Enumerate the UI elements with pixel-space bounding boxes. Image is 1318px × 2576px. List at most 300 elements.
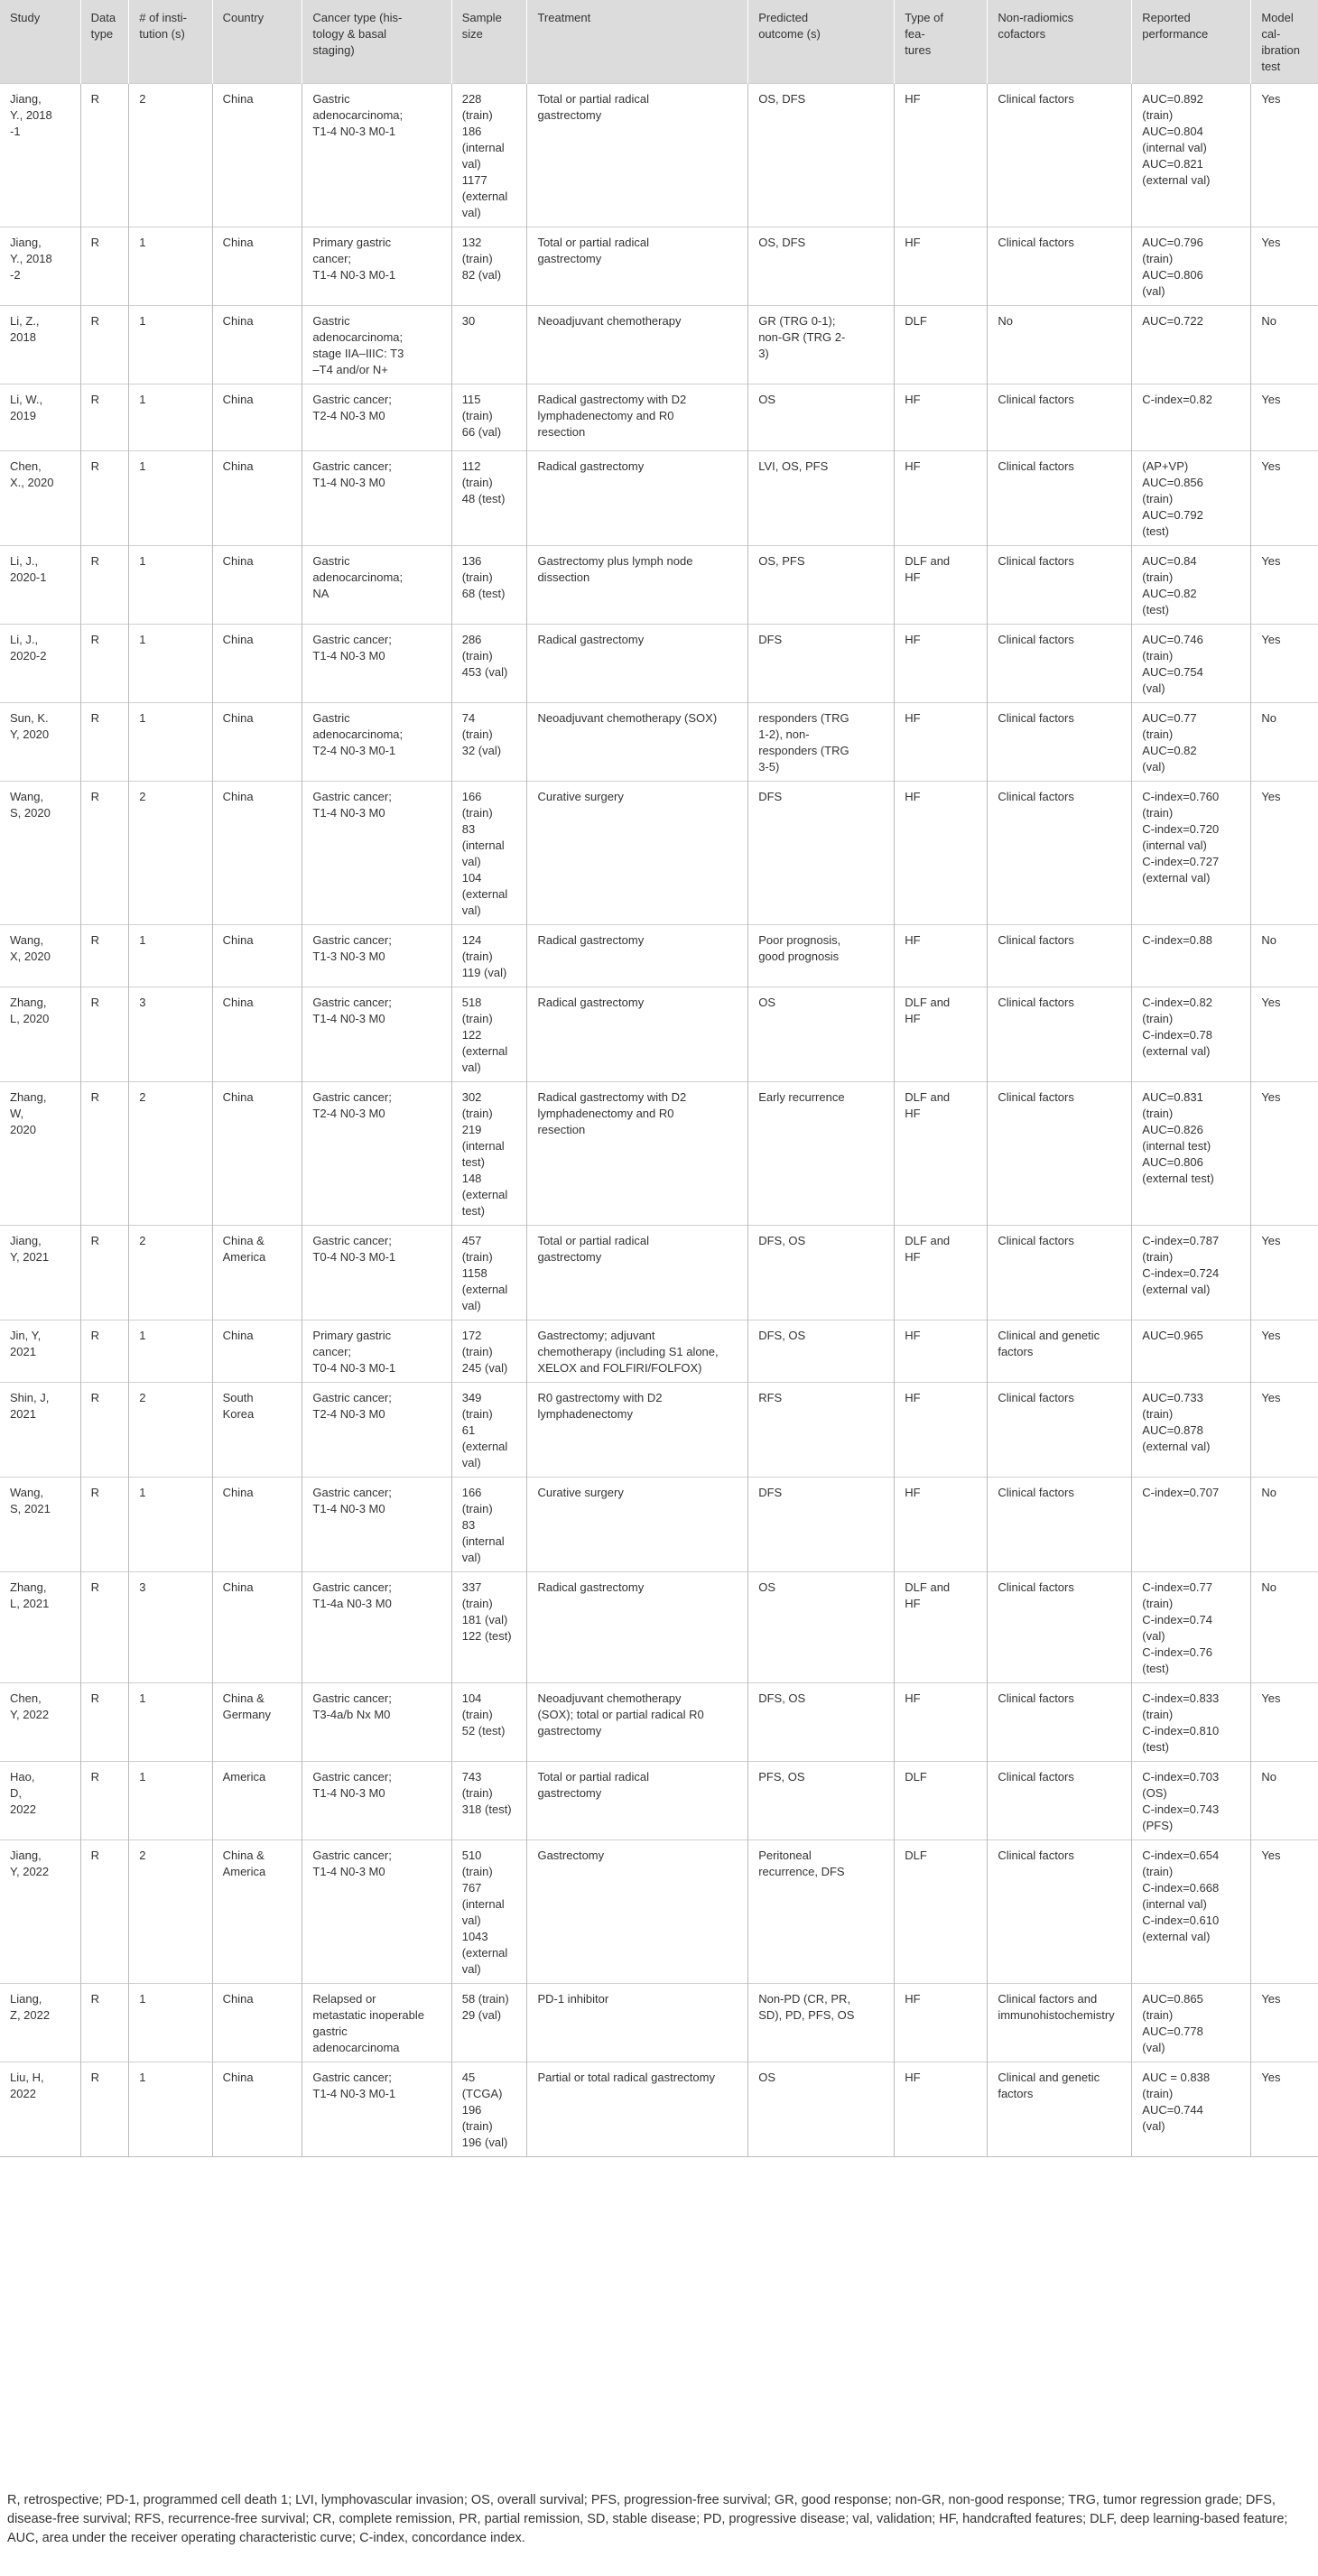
cell-cofactors: Clinical factors	[988, 1226, 1132, 1320]
cell-predicted-outcome: GR (TRG 0-1); non-GR (TRG 2- 3)	[748, 306, 895, 385]
cell-country: China & America	[212, 1226, 302, 1320]
cell-treatment: Radical gastrectomy	[527, 987, 748, 1082]
cell-data-type: R	[80, 546, 129, 625]
cell-data-type: R	[80, 1840, 129, 1984]
cell-institutions: 1	[129, 451, 212, 546]
cell-feature-type: HF	[895, 227, 988, 306]
cell-data-type: R	[80, 625, 129, 703]
cell-cancer-type: Gastric cancer; T1-4 N0-3 M0	[302, 1478, 451, 1572]
cell-calibration: Yes	[1251, 385, 1318, 451]
cell-sample-size: 228 (train) 186 (internal val) 1177 (external val)	[451, 84, 527, 227]
cell-cancer-type: Gastric cancer; T1-4 N0-3 M0	[302, 1840, 451, 1984]
cell-institutions: 1	[129, 1320, 212, 1383]
cell-feature-type: HF	[895, 84, 988, 227]
cell-treatment: Radical gastrectomy with D2 lymphadenectomy and R0 resection	[527, 1082, 748, 1226]
cell-feature-type: HF	[895, 782, 988, 925]
cell-feature-type: HF	[895, 385, 988, 451]
cell-predicted-outcome: LVI, OS, PFS	[748, 451, 895, 546]
table-body	[0, 84, 1318, 2157]
cell-treatment: Curative surgery	[527, 1478, 748, 1572]
cell-institutions: 3	[129, 1572, 212, 1683]
cell-calibration: No	[1251, 925, 1318, 987]
cell-study: Sun, K. Y, 2020	[0, 703, 80, 782]
cell-treatment: Radical gastrectomy	[527, 925, 748, 987]
cell-study: Jiang, Y, 2022	[0, 1840, 80, 1984]
cell-cofactors: Clinical factors	[988, 451, 1132, 546]
cell-predicted-outcome: OS	[748, 1572, 895, 1683]
cell-country: South Korea	[212, 1383, 302, 1478]
cell-country: China	[212, 385, 302, 451]
cell-country: China	[212, 1478, 302, 1572]
header-feature-type: Type of fea- tures	[895, 0, 988, 84]
cell-institutions: 2	[129, 1840, 212, 1984]
cell-cancer-type: Gastric cancer; T1-3 N0-3 M0	[302, 925, 451, 987]
cell-institutions: 2	[129, 1226, 212, 1320]
cell-country: China	[212, 1082, 302, 1226]
cell-performance: AUC=0.84 (train) AUC=0.82 (test)	[1132, 546, 1251, 625]
cell-cofactors: Clinical factors	[988, 84, 1132, 227]
cell-cofactors: Clinical factors	[988, 1683, 1132, 1762]
cell-institutions: 1	[129, 1683, 212, 1762]
cell-cofactors: Clinical and genetic factors	[988, 2062, 1132, 2157]
cell-institutions: 1	[129, 306, 212, 385]
cell-cofactors: Clinical factors	[988, 385, 1132, 451]
cell-performance: AUC=0.965	[1132, 1320, 1251, 1383]
cell-predicted-outcome: OS	[748, 385, 895, 451]
header-data-type: Data type	[80, 0, 129, 84]
cell-institutions: 1	[129, 1762, 212, 1840]
header-predicted-outcome: Predicted outcome (s)	[748, 0, 895, 84]
cell-sample-size: 302 (train) 219 (internal test) 148 (external test)	[451, 1082, 527, 1226]
cell-feature-type: DLF and HF	[895, 546, 988, 625]
table-row	[0, 227, 1318, 306]
cell-calibration: Yes	[1251, 1683, 1318, 1762]
cell-treatment: R0 gastrectomy with D2 lymphadenectomy	[527, 1383, 748, 1478]
cell-cofactors: Clinical factors	[988, 987, 1132, 1082]
cell-cancer-type: Gastric cancer; T1-4 N0-3 M0-1	[302, 2062, 451, 2157]
cell-calibration: Yes	[1251, 84, 1318, 227]
cell-predicted-outcome: OS, DFS	[748, 84, 895, 227]
cell-treatment: Radical gastrectomy	[527, 451, 748, 546]
cell-institutions: 2	[129, 1383, 212, 1478]
table-row	[0, 1840, 1318, 1984]
cell-predicted-outcome: RFS	[748, 1383, 895, 1478]
cell-study: Li, J., 2020-1	[0, 546, 80, 625]
cell-treatment: Radical gastrectomy with D2 lymphadenectomy and R0 resection	[527, 385, 748, 451]
cell-country: China	[212, 782, 302, 925]
cell-cancer-type: Gastric cancer; T1-4 N0-3 M0	[302, 451, 451, 546]
header-study: Study	[0, 0, 80, 84]
cell-cofactors: Clinical factors	[988, 625, 1132, 703]
cell-calibration: Yes	[1251, 1383, 1318, 1478]
cell-performance: C-index=0.77 (train) C-index=0.74 (val) C-index=0.76 (test)	[1132, 1572, 1251, 1683]
table-row	[0, 1082, 1318, 1226]
cell-calibration: Yes	[1251, 2062, 1318, 2157]
cell-predicted-outcome: Peritoneal recurrence, DFS	[748, 1840, 895, 1984]
cell-data-type: R	[80, 1226, 129, 1320]
table-row	[0, 1762, 1318, 1840]
cell-country: China	[212, 703, 302, 782]
cell-study: Li, Z., 2018	[0, 306, 80, 385]
cell-treatment: Curative surgery	[527, 782, 748, 925]
cell-study: Chen, X., 2020	[0, 451, 80, 546]
cell-cofactors: Clinical factors	[988, 925, 1132, 987]
cell-cancer-type: Gastric adenocarcinoma; T2-4 N0-3 M0-1	[302, 703, 451, 782]
cell-data-type: R	[80, 1478, 129, 1572]
cell-institutions: 1	[129, 227, 212, 306]
cell-data-type: R	[80, 925, 129, 987]
cell-study: Zhang, L, 2020	[0, 987, 80, 1082]
cell-predicted-outcome: OS	[748, 2062, 895, 2157]
cell-performance: AUC=0.746 (train) AUC=0.754 (val)	[1132, 625, 1251, 703]
cell-cancer-type: Gastric cancer; T2-4 N0-3 M0	[302, 1082, 451, 1226]
cell-cancer-type: Gastric cancer; T2-4 N0-3 M0	[302, 1383, 451, 1478]
cell-institutions: 1	[129, 925, 212, 987]
table-row	[0, 2062, 1318, 2157]
cell-data-type: R	[80, 1572, 129, 1683]
cell-sample-size: 457 (train) 1158 (external val)	[451, 1226, 527, 1320]
cell-predicted-outcome: OS	[748, 987, 895, 1082]
cell-sample-size: 349 (train) 61 (external val)	[451, 1383, 527, 1478]
cell-country: China	[212, 1320, 302, 1383]
cell-treatment: Total or partial radical gastrectomy	[527, 227, 748, 306]
cell-data-type: R	[80, 385, 129, 451]
table-row	[0, 782, 1318, 925]
cell-sample-size: 45 (TCGA) 196 (train) 196 (val)	[451, 2062, 527, 2157]
cell-country: China	[212, 451, 302, 546]
cell-sample-size: 510 (train) 767 (internal val) 1043 (external val)	[451, 1840, 527, 1984]
cell-calibration: Yes	[1251, 625, 1318, 703]
cell-cofactors: Clinical factors	[988, 1478, 1132, 1572]
cell-treatment: Total or partial radical gastrectomy	[527, 84, 748, 227]
cell-study: Liang, Z, 2022	[0, 1984, 80, 2062]
cell-sample-size: 124 (train) 119 (val)	[451, 925, 527, 987]
cell-treatment: Partial or total radical gastrectomy	[527, 2062, 748, 2157]
cell-cancer-type: Gastric cancer; T1-4 N0-3 M0	[302, 987, 451, 1082]
cell-treatment: PD-1 inhibitor	[527, 1984, 748, 2062]
header-institutions: # of insti- tution (s)	[129, 0, 212, 84]
cell-institutions: 1	[129, 385, 212, 451]
cell-cofactors: Clinical factors	[988, 1840, 1132, 1984]
cell-study: Wang, X, 2020	[0, 925, 80, 987]
cell-sample-size: 166 (train) 83 (internal val) 104 (external val)	[451, 782, 527, 925]
cell-data-type: R	[80, 782, 129, 925]
cell-predicted-outcome: DFS	[748, 1478, 895, 1572]
cell-cofactors: Clinical factors	[988, 782, 1132, 925]
cell-country: China	[212, 546, 302, 625]
cell-institutions: 2	[129, 84, 212, 227]
cell-performance: AUC=0.77 (train) AUC=0.82 (val)	[1132, 703, 1251, 782]
cell-sample-size: 115 (train) 66 (val)	[451, 385, 527, 451]
cell-calibration: Yes	[1251, 1226, 1318, 1320]
cell-performance: C-index=0.833 (train) C-index=0.810 (test)	[1132, 1683, 1251, 1762]
cell-data-type: R	[80, 2062, 129, 2157]
header-row	[0, 0, 1318, 84]
header-treatment: Treatment	[527, 0, 748, 84]
cell-data-type: R	[80, 1320, 129, 1383]
cell-country: China	[212, 84, 302, 227]
cell-feature-type: HF	[895, 451, 988, 546]
cell-data-type: R	[80, 1762, 129, 1840]
cell-cancer-type: Gastric cancer; T1-4a N0-3 M0	[302, 1572, 451, 1683]
cell-performance: C-index=0.654 (train) C-index=0.668 (internal val) C-index=0.610 (external val)	[1132, 1840, 1251, 1984]
cell-study: Liu, H, 2022	[0, 2062, 80, 2157]
cell-performance: C-index=0.707	[1132, 1478, 1251, 1572]
cell-sample-size: 104 (train) 52 (test)	[451, 1683, 527, 1762]
cell-calibration: Yes	[1251, 987, 1318, 1082]
cell-data-type: R	[80, 1683, 129, 1762]
cell-treatment: Gastrectomy	[527, 1840, 748, 1984]
cell-calibration: Yes	[1251, 451, 1318, 546]
cell-country: China	[212, 1984, 302, 2062]
cell-feature-type: HF	[895, 625, 988, 703]
cell-institutions: 1	[129, 546, 212, 625]
header-performance: Reported performance	[1132, 0, 1251, 84]
cell-treatment: Gastrectomy; adjuvant chemotherapy (including S1 alone, XELOX and FOLFIRI/FOLFOX)	[527, 1320, 748, 1383]
cell-treatment: Radical gastrectomy	[527, 625, 748, 703]
cell-treatment: Gastrectomy plus lymph node dissection	[527, 546, 748, 625]
cell-treatment: Radical gastrectomy	[527, 1572, 748, 1683]
cell-data-type: R	[80, 306, 129, 385]
cell-institutions: 3	[129, 987, 212, 1082]
cell-cofactors: Clinical factors	[988, 546, 1132, 625]
cell-study: Hao, D, 2022	[0, 1762, 80, 1840]
table-row	[0, 925, 1318, 987]
cell-predicted-outcome: DFS, OS	[748, 1320, 895, 1383]
table-row	[0, 385, 1318, 451]
cell-data-type: R	[80, 1082, 129, 1226]
cell-sample-size: 136 (train) 68 (test)	[451, 546, 527, 625]
cell-institutions: 2	[129, 1082, 212, 1226]
cell-feature-type: DLF	[895, 306, 988, 385]
cell-cofactors: Clinical factors and immunohistochemistry	[988, 1984, 1132, 2062]
cell-calibration: No	[1251, 1572, 1318, 1683]
cell-performance: AUC=0.722	[1132, 306, 1251, 385]
cell-data-type: R	[80, 227, 129, 306]
cell-calibration: No	[1251, 1478, 1318, 1572]
cell-data-type: R	[80, 1383, 129, 1478]
cell-cancer-type: Gastric adenocarcinoma; NA	[302, 546, 451, 625]
cell-performance: C-index=0.88	[1132, 925, 1251, 987]
table-row	[0, 1683, 1318, 1762]
cell-data-type: R	[80, 451, 129, 546]
cell-cofactors: Clinical and genetic factors	[988, 1320, 1132, 1383]
cell-feature-type: HF	[895, 1984, 988, 2062]
cell-predicted-outcome: DFS	[748, 625, 895, 703]
cell-cofactors: Clinical factors	[988, 1082, 1132, 1226]
cell-predicted-outcome: DFS, OS	[748, 1226, 895, 1320]
cell-country: China	[212, 625, 302, 703]
cell-treatment: Total or partial radical gastrectomy	[527, 1226, 748, 1320]
cell-study: Chen, Y, 2022	[0, 1683, 80, 1762]
table-row	[0, 1383, 1318, 1478]
cell-feature-type: DLF and HF	[895, 1572, 988, 1683]
cell-treatment: Neoadjuvant chemotherapy (SOX)	[527, 703, 748, 782]
header-calibration: Model cal- ibration test	[1251, 0, 1318, 84]
cell-predicted-outcome: Poor prognosis, good prognosis	[748, 925, 895, 987]
cell-performance: C-index=0.760 (train) C-index=0.720 (internal val) C-index=0.727 (external val)	[1132, 782, 1251, 925]
cell-data-type: R	[80, 1984, 129, 2062]
cell-predicted-outcome: Early recurrence	[748, 1082, 895, 1226]
cell-feature-type: HF	[895, 925, 988, 987]
cell-predicted-outcome: Non-PD (CR, PR, SD), PD, PFS, OS	[748, 1984, 895, 2062]
cell-performance: C-index=0.787 (train) C-index=0.724 (external val)	[1132, 1226, 1251, 1320]
cell-study: Zhang, W, 2020	[0, 1082, 80, 1226]
cell-feature-type: DLF	[895, 1840, 988, 1984]
table-footnote: R, retrospective; PD-1, programmed cell death 1; LVI, lymphovascular invasion; OS, overall survival; PFS, progression-free survival; GR, good response; non-GR, non-good response; TRG, tumor regression grade; DFS, disease-free survival; RFS, recurrence-free survival; CR, complete remission, PR, partial remission, SD, stable disease; PD, progressive disease; val, validation; HF, handcrafted features; DLF, deep learning-based feature; AUC, area under the receiver operating characteristic curve; C-index, concordance index.	[7, 2493, 1288, 2545]
cell-performance: C-index=0.82	[1132, 385, 1251, 451]
cell-sample-size: 30	[451, 306, 527, 385]
cell-cofactors: Clinical factors	[988, 1572, 1132, 1683]
header-sample-size: Sample size	[451, 0, 527, 84]
cell-sample-size: 743 (train) 318 (test)	[451, 1762, 527, 1840]
cell-cancer-type: Gastric cancer; T1-4 N0-3 M0	[302, 782, 451, 925]
table-row	[0, 1984, 1318, 2062]
table-row	[0, 1478, 1318, 1572]
cell-country: China	[212, 227, 302, 306]
cell-performance: AUC=0.831 (train) AUC=0.826 (internal test) AUC=0.806 (external test)	[1132, 1082, 1251, 1226]
cell-calibration: Yes	[1251, 1984, 1318, 2062]
cell-study: Jiang, Y., 2018 -2	[0, 227, 80, 306]
cell-study: Zhang, L, 2021	[0, 1572, 80, 1683]
cell-country: China & America	[212, 1840, 302, 1984]
cell-feature-type: HF	[895, 1320, 988, 1383]
cell-feature-type: DLF	[895, 1762, 988, 1840]
cell-feature-type: HF	[895, 703, 988, 782]
cell-data-type: R	[80, 84, 129, 227]
cell-institutions: 1	[129, 703, 212, 782]
cell-sample-size: 286 (train) 453 (val)	[451, 625, 527, 703]
table-row	[0, 84, 1318, 227]
cell-sample-size: 337 (train) 181 (val) 122 (test)	[451, 1572, 527, 1683]
cell-feature-type: DLF and HF	[895, 1226, 988, 1320]
cell-performance: AUC=0.733 (train) AUC=0.878 (external val)	[1132, 1383, 1251, 1478]
cell-performance: (AP+VP) AUC=0.856 (train) AUC=0.792 (test)	[1132, 451, 1251, 546]
cell-country: China	[212, 306, 302, 385]
cell-feature-type: DLF and HF	[895, 1082, 988, 1226]
cell-calibration: Yes	[1251, 227, 1318, 306]
cell-cancer-type: Gastric adenocarcinoma; stage IIA–IIIC: T3 –T4 and/or N+	[302, 306, 451, 385]
header-country: Country	[212, 0, 302, 84]
table-row	[0, 625, 1318, 703]
table-row	[0, 1320, 1318, 1383]
cell-country: China & Germany	[212, 1683, 302, 1762]
cell-cofactors: Clinical factors	[988, 703, 1132, 782]
cell-performance: AUC=0.796 (train) AUC=0.806 (val)	[1132, 227, 1251, 306]
cell-performance: AUC=0.865 (train) AUC=0.778 (val)	[1132, 1984, 1251, 2062]
table-row	[0, 1572, 1318, 1683]
table-row	[0, 703, 1318, 782]
cell-cofactors: Clinical factors	[988, 1383, 1132, 1478]
cell-performance: C-index=0.703 (OS) C-index=0.743 (PFS)	[1132, 1762, 1251, 1840]
cell-sample-size: 518 (train) 122 (external val)	[451, 987, 527, 1082]
cell-feature-type: DLF and HF	[895, 987, 988, 1082]
cell-country: China	[212, 987, 302, 1082]
cell-study: Jin, Y, 2021	[0, 1320, 80, 1383]
cell-predicted-outcome: OS, PFS	[748, 546, 895, 625]
cell-sample-size: 112 (train) 48 (test)	[451, 451, 527, 546]
cell-calibration: No	[1251, 1762, 1318, 1840]
cell-data-type: R	[80, 703, 129, 782]
cell-study: Jiang, Y., 2018 -1	[0, 84, 80, 227]
table-row	[0, 306, 1318, 385]
cell-calibration: Yes	[1251, 1082, 1318, 1226]
cell-institutions: 1	[129, 625, 212, 703]
cell-calibration: Yes	[1251, 1840, 1318, 1984]
cell-institutions: 1	[129, 1984, 212, 2062]
cell-cancer-type: Primary gastric cancer; T1-4 N0-3 M0-1	[302, 227, 451, 306]
cell-sample-size: 74 (train) 32 (val)	[451, 703, 527, 782]
cell-cofactors: Clinical factors	[988, 227, 1132, 306]
table-row	[0, 451, 1318, 546]
cell-cancer-type: Primary gastric cancer; T0-4 N0-3 M0-1	[302, 1320, 451, 1383]
cell-feature-type: HF	[895, 2062, 988, 2157]
cell-cancer-type: Gastric cancer; T1-4 N0-3 M0	[302, 1762, 451, 1840]
cell-performance: AUC=0.892 (train) AUC=0.804 (internal val) AUC=0.821 (external val)	[1132, 84, 1251, 227]
cell-country: China	[212, 925, 302, 987]
cell-cofactors: Clinical factors	[988, 1762, 1132, 1840]
cell-cancer-type: Gastric cancer; T1-4 N0-3 M0	[302, 625, 451, 703]
cell-country: China	[212, 2062, 302, 2157]
cell-predicted-outcome: responders (TRG 1-2), non- responders (TRG 3-5)	[748, 703, 895, 782]
cell-study: Jiang, Y, 2021	[0, 1226, 80, 1320]
cell-calibration: Yes	[1251, 546, 1318, 625]
cell-calibration: Yes	[1251, 1320, 1318, 1383]
cell-cofactors: No	[988, 306, 1132, 385]
cell-treatment: Total or partial radical gastrectomy	[527, 1762, 748, 1840]
cell-cancer-type: Gastric cancer; T3-4a/b Nx M0	[302, 1683, 451, 1762]
cell-sample-size: 166 (train) 83 (internal val)	[451, 1478, 527, 1572]
header-cancer-type: Cancer type (his- tology & basal staging)	[302, 0, 451, 84]
cell-feature-type: HF	[895, 1478, 988, 1572]
cell-cancer-type: Gastric cancer; T2-4 N0-3 M0	[302, 385, 451, 451]
cell-country: America	[212, 1762, 302, 1840]
cell-study: Wang, S, 2021	[0, 1478, 80, 1572]
cell-feature-type: HF	[895, 1383, 988, 1478]
cell-predicted-outcome: PFS, OS	[748, 1762, 895, 1840]
cell-predicted-outcome: OS, DFS	[748, 227, 895, 306]
table-row	[0, 1226, 1318, 1320]
cell-treatment: Neoadjuvant chemotherapy	[527, 306, 748, 385]
cell-data-type: R	[80, 987, 129, 1082]
cell-institutions: 1	[129, 1478, 212, 1572]
cell-treatment: Neoadjuvant chemotherapy (SOX); total or partial radical R0 gastrectomy	[527, 1683, 748, 1762]
cell-performance: AUC = 0.838 (train) AUC=0.744 (val)	[1132, 2062, 1251, 2157]
cell-study: Li, J., 2020-2	[0, 625, 80, 703]
cell-feature-type: HF	[895, 1683, 988, 1762]
cell-cancer-type: Relapsed or metastatic inoperable gastric adenocarcinoma	[302, 1984, 451, 2062]
cell-institutions: 1	[129, 2062, 212, 2157]
cell-sample-size: 132 (train) 82 (val)	[451, 227, 527, 306]
cell-country: China	[212, 1572, 302, 1683]
cell-calibration: No	[1251, 306, 1318, 385]
cell-cancer-type: Gastric cancer; T0-4 N0-3 M0-1	[302, 1226, 451, 1320]
table-row	[0, 546, 1318, 625]
cell-performance: C-index=0.82 (train) C-index=0.78 (external val)	[1132, 987, 1251, 1082]
cell-predicted-outcome: DFS	[748, 782, 895, 925]
cell-study: Wang, S, 2020	[0, 782, 80, 925]
cell-study: Shin, J, 2021	[0, 1383, 80, 1478]
cell-calibration: No	[1251, 703, 1318, 782]
cell-calibration: Yes	[1251, 782, 1318, 925]
cell-cancer-type: Gastric adenocarcinoma; T1-4 N0-3 M0-1	[302, 84, 451, 227]
table-row	[0, 987, 1318, 1082]
cell-sample-size: 58 (train) 29 (val)	[451, 1984, 527, 2062]
cell-institutions: 2	[129, 782, 212, 925]
cell-predicted-outcome: DFS, OS	[748, 1683, 895, 1762]
cell-study: Li, W., 2019	[0, 385, 80, 451]
cell-sample-size: 172 (train) 245 (val)	[451, 1320, 527, 1383]
